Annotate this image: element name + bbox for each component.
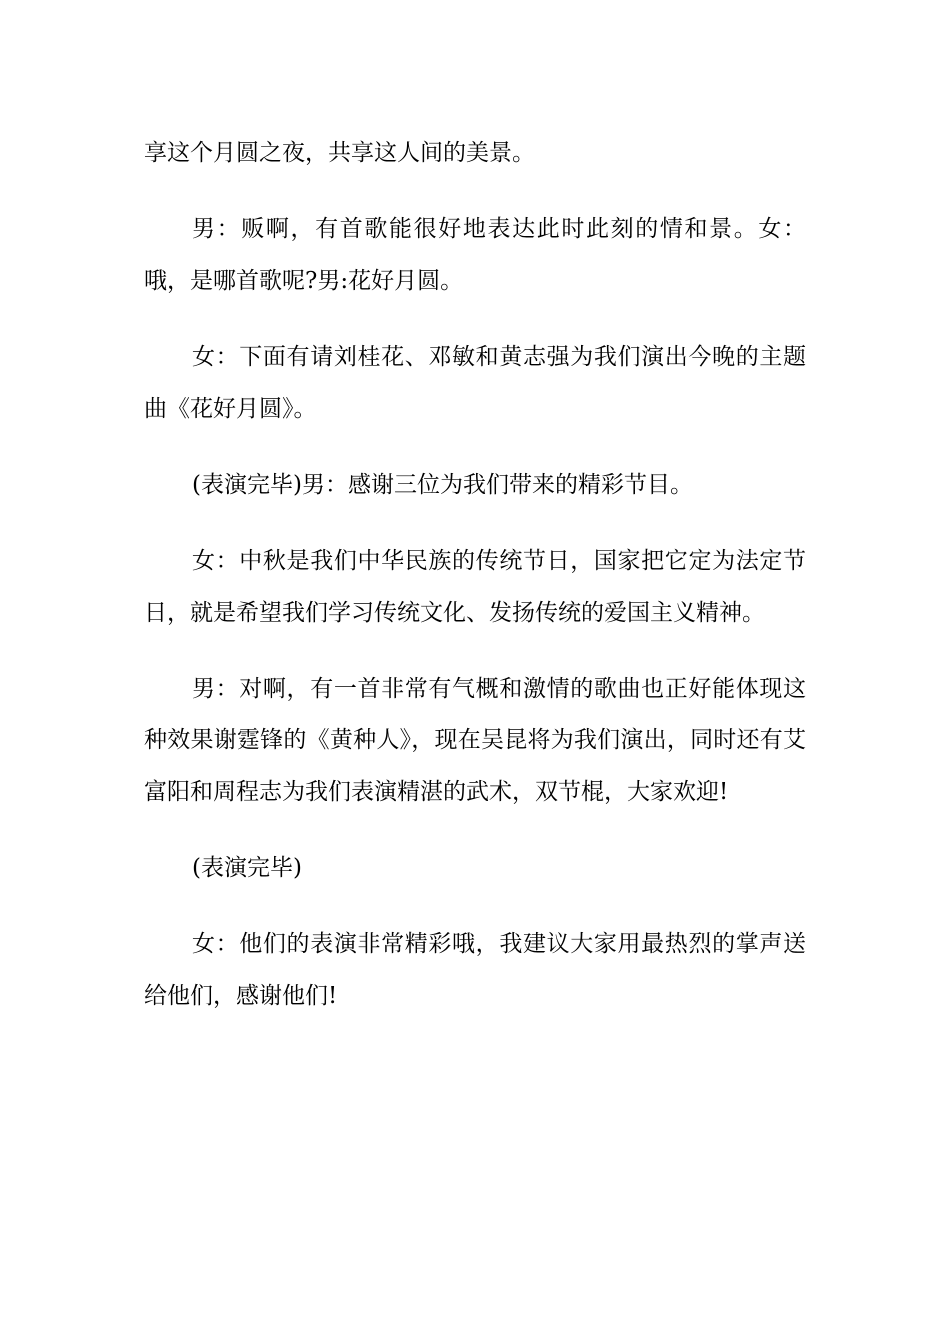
paragraph-dialogue: 女：他们的表演非常精彩哦，我建议大家用最热烈的掌声送给他们，感谢他们! bbox=[144, 931, 806, 1009]
paragraph-dialogue: (表演完毕)男：感谢三位为我们带来的精彩节目。 bbox=[192, 471, 693, 498]
paragraph-dialogue: 女：中秋是我们中华民族的传统节日，国家把它定为法定节日，就是希望我们学习传统文化、发扬传统的爱国主义精神。 bbox=[144, 547, 806, 626]
document-body bbox=[144, 128, 806, 1047]
paragraph-continuation: 享这个月圆之夜，共享这人间的美景。 bbox=[144, 140, 535, 166]
paragraph-dialogue: 男：贩啊，有首歌能很好地表达此时此刻的情和景。女：哦，是哪首歌呢?男:花好月圆。 bbox=[144, 216, 806, 294]
paragraph-dialogue: 女：下面有请刘桂花、邓敏和黄志强为我们演出今晚的主题曲《花好月圆》。 bbox=[144, 343, 806, 422]
paragraph-stage-direction: (表演完毕) bbox=[192, 855, 302, 882]
paragraph-dialogue: 男：对啊，有一首非常有气概和激情的歌曲也正好能体现这种效果谢霆锋的《黄种人》，现在吴昆将为我们演出，同时还有艾富阳和周程志为我们表演精湛的武术，双节棍，大家欢迎! bbox=[144, 675, 806, 805]
